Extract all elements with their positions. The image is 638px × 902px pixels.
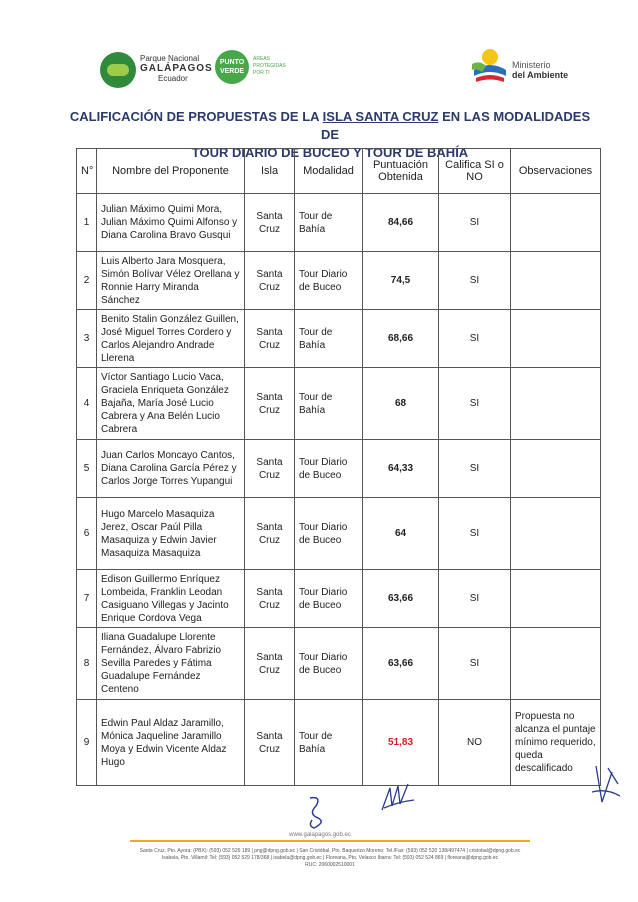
punto-verde-badge: PUNTO VERDE: [215, 50, 249, 84]
row-isla: Santa Cruz: [245, 700, 295, 786]
table-row: [77, 700, 601, 786]
row-isla: Santa Cruz: [245, 310, 295, 368]
row-num: 8: [77, 628, 97, 700]
title-part2: EN LAS MODALIDADES DE: [320, 109, 591, 142]
row-score: 84,66: [363, 194, 439, 252]
row-score: 51,83: [363, 700, 439, 786]
signature-mark-1: [300, 792, 330, 832]
table-row: [77, 498, 601, 570]
footer-website: www.galapagos.gob.ec: [200, 832, 440, 838]
row-num: 5: [77, 440, 97, 498]
table-header-row: [77, 149, 601, 194]
row-obs: [511, 570, 601, 628]
row-score: 68,66: [363, 310, 439, 368]
title-part1: CALIFICACIÓN DE PROPUESTAS DE LA: [69, 109, 323, 124]
row-califica: NO: [439, 700, 511, 786]
signature-mark-2: [378, 780, 418, 816]
row-califica: SI: [439, 498, 511, 570]
table-row: [77, 194, 601, 252]
row-name: Benito Stalin González Guillen, José Miguel Torres Cordero y Carlos Alejandro Andrade Llerena: [97, 310, 245, 368]
header-observaciones: Observaciones: [511, 149, 601, 194]
row-modalidad: Tour Diario de Buceo: [295, 440, 363, 498]
table-row: [77, 368, 601, 440]
row-obs: [511, 498, 601, 570]
header-num: N°: [77, 149, 97, 194]
row-name: Edison Guillermo Enríquez Lombeida, Franklin Leodan Casiguano Villegas y Jacinto Enrique Cordova Vega: [97, 570, 245, 628]
footer-line3: RUC: 2060002510001: [305, 862, 355, 868]
row-score: 63,66: [363, 570, 439, 628]
row-isla: Santa Cruz: [245, 498, 295, 570]
galapagos-logo: [100, 46, 218, 90]
header-puntuacion: Puntuación Obtenida: [363, 149, 439, 194]
row-califica: SI: [439, 368, 511, 440]
row-num: 2: [77, 252, 97, 310]
galapagos-logo-line1: Parque Nacional: [140, 54, 200, 63]
row-modalidad: Tour de Bahía: [295, 194, 363, 252]
title-underlined: ISLA SANTA CRUZ: [322, 109, 439, 124]
row-isla: Santa Cruz: [245, 628, 295, 700]
row-isla: Santa Cruz: [245, 570, 295, 628]
row-modalidad: Tour de Bahía: [295, 368, 363, 440]
row-modalidad: Tour de Bahía: [295, 310, 363, 368]
row-name: Hugo Marcelo Masaquiza Jerez, Oscar Paúl Pilla Masaquiza y Edwin Javier Masaquiza Masaquiza: [97, 498, 245, 570]
ministerio-logo-line1: Ministerio: [512, 60, 551, 70]
row-modalidad: Tour de Bahía: [295, 700, 363, 786]
row-obs: [511, 310, 601, 368]
row-modalidad: Tour Diario de Buceo: [295, 252, 363, 310]
row-name: Edwin Paul Aldaz Jaramillo, Mónica Jaqueline Jaramillo Moya y Edwin Vicente Aldaz Hugo: [97, 700, 245, 786]
row-name: Iliana Guadalupe Llorente Fernández, Álvaro Fabrizio Sevilla Paredes y Fátima Guadalupe Fernández Centeno: [97, 628, 245, 700]
row-isla: Santa Cruz: [245, 368, 295, 440]
galapagos-logo-line2: GALÁPAGOS: [140, 63, 213, 74]
row-obs: [511, 628, 601, 700]
ministerio-logo: [470, 44, 580, 92]
document-header: [0, 42, 638, 94]
row-score: 64,33: [363, 440, 439, 498]
row-obs: [511, 368, 601, 440]
header-isla: Isla: [245, 149, 295, 194]
ministerio-emblem-icon: [470, 46, 510, 86]
footer-line2: Isabela, Pto. Villamil: Tel: (593) 052 529 178/368 | isabela@dpng.gob.ec | Floreana, Pto. Velasco Ibarra: Tel: (593) 052 524 869 | floreana@dpng.gob.ec: [161, 855, 499, 861]
header-califica: Califica SI o NO: [439, 149, 511, 194]
row-name: Juan Carlos Moncayo Cantos, Diana Carolina García Pérez y Carlos Jorge Torres Yupangui: [97, 440, 245, 498]
proposals-table: [76, 148, 601, 786]
header-name: Nombre del Proponente: [97, 149, 245, 194]
row-califica: SI: [439, 440, 511, 498]
table-row: [77, 310, 601, 368]
row-obs: Propuesta no alcanza el puntaje mínimo requerido, queda descalificado: [511, 700, 601, 786]
row-modalidad: Tour Diario de Buceo: [295, 498, 363, 570]
punto-verde-logo: [215, 46, 295, 90]
row-name: Víctor Santiago Lucio Vaca, Graciela Enriqueta González Bajaña, María José Lucio Cabrera y Ana Belén Lucio Cabrera: [97, 368, 245, 440]
row-obs: [511, 194, 601, 252]
table-row: [77, 570, 601, 628]
row-num: 9: [77, 700, 97, 786]
row-califica: SI: [439, 310, 511, 368]
row-califica: SI: [439, 252, 511, 310]
row-califica: SI: [439, 194, 511, 252]
footer-divider: [130, 840, 530, 842]
row-score: 74,5: [363, 252, 439, 310]
row-score: 64: [363, 498, 439, 570]
table-row: [77, 628, 601, 700]
galapagos-logo-line3: Ecuador: [158, 74, 188, 83]
row-califica: SI: [439, 628, 511, 700]
row-num: 1: [77, 194, 97, 252]
row-modalidad: Tour Diario de Buceo: [295, 570, 363, 628]
row-obs: [511, 440, 601, 498]
row-num: 4: [77, 368, 97, 440]
row-isla: Santa Cruz: [245, 252, 295, 310]
row-name: Julian Máximo Quimi Mora, Julian Máximo Quimi Alfonso y Diana Carolina Bravo Gusqui: [97, 194, 245, 252]
header-modalidad: Modalidad: [295, 149, 363, 194]
row-isla: Santa Cruz: [245, 440, 295, 498]
row-name: Luis Alberto Jara Mosquera, Simón Bolívar Vélez Orellana y Ronnie Harry Miranda Sánchez: [97, 252, 245, 310]
row-isla: Santa Cruz: [245, 194, 295, 252]
ministerio-logo-line2: del Ambiente: [512, 70, 569, 80]
footer-line1: Santa Cruz, Pto. Ayora: (PBX): (593) 052 526 189 | png@dpng.gob.ec | San Cristóbal, Pto. Baquerizo Moreno: Tel./Fax: (593) 052 520 138/497474 | cristobal@dpng.gob.ec: [139, 848, 521, 854]
row-num: 6: [77, 498, 97, 570]
row-num: 7: [77, 570, 97, 628]
table-row: [77, 440, 601, 498]
row-califica: SI: [439, 570, 511, 628]
row-obs: [511, 252, 601, 310]
galapagos-emblem-icon: [100, 52, 136, 88]
table-row: [77, 252, 601, 310]
footer-contacts: [110, 848, 550, 869]
signature-mark-3: [588, 762, 624, 808]
row-modalidad: Tour Diario de Buceo: [295, 628, 363, 700]
punto-verde-text: ÁREAS PROTEGIDAS POR TI: [253, 56, 286, 76]
title-line2: TOUR DIARIO DE BUCEO Y TOUR DE BAHÍA: [191, 145, 469, 160]
row-score: 63,66: [363, 628, 439, 700]
row-num: 3: [77, 310, 97, 368]
row-score: 68: [363, 368, 439, 440]
